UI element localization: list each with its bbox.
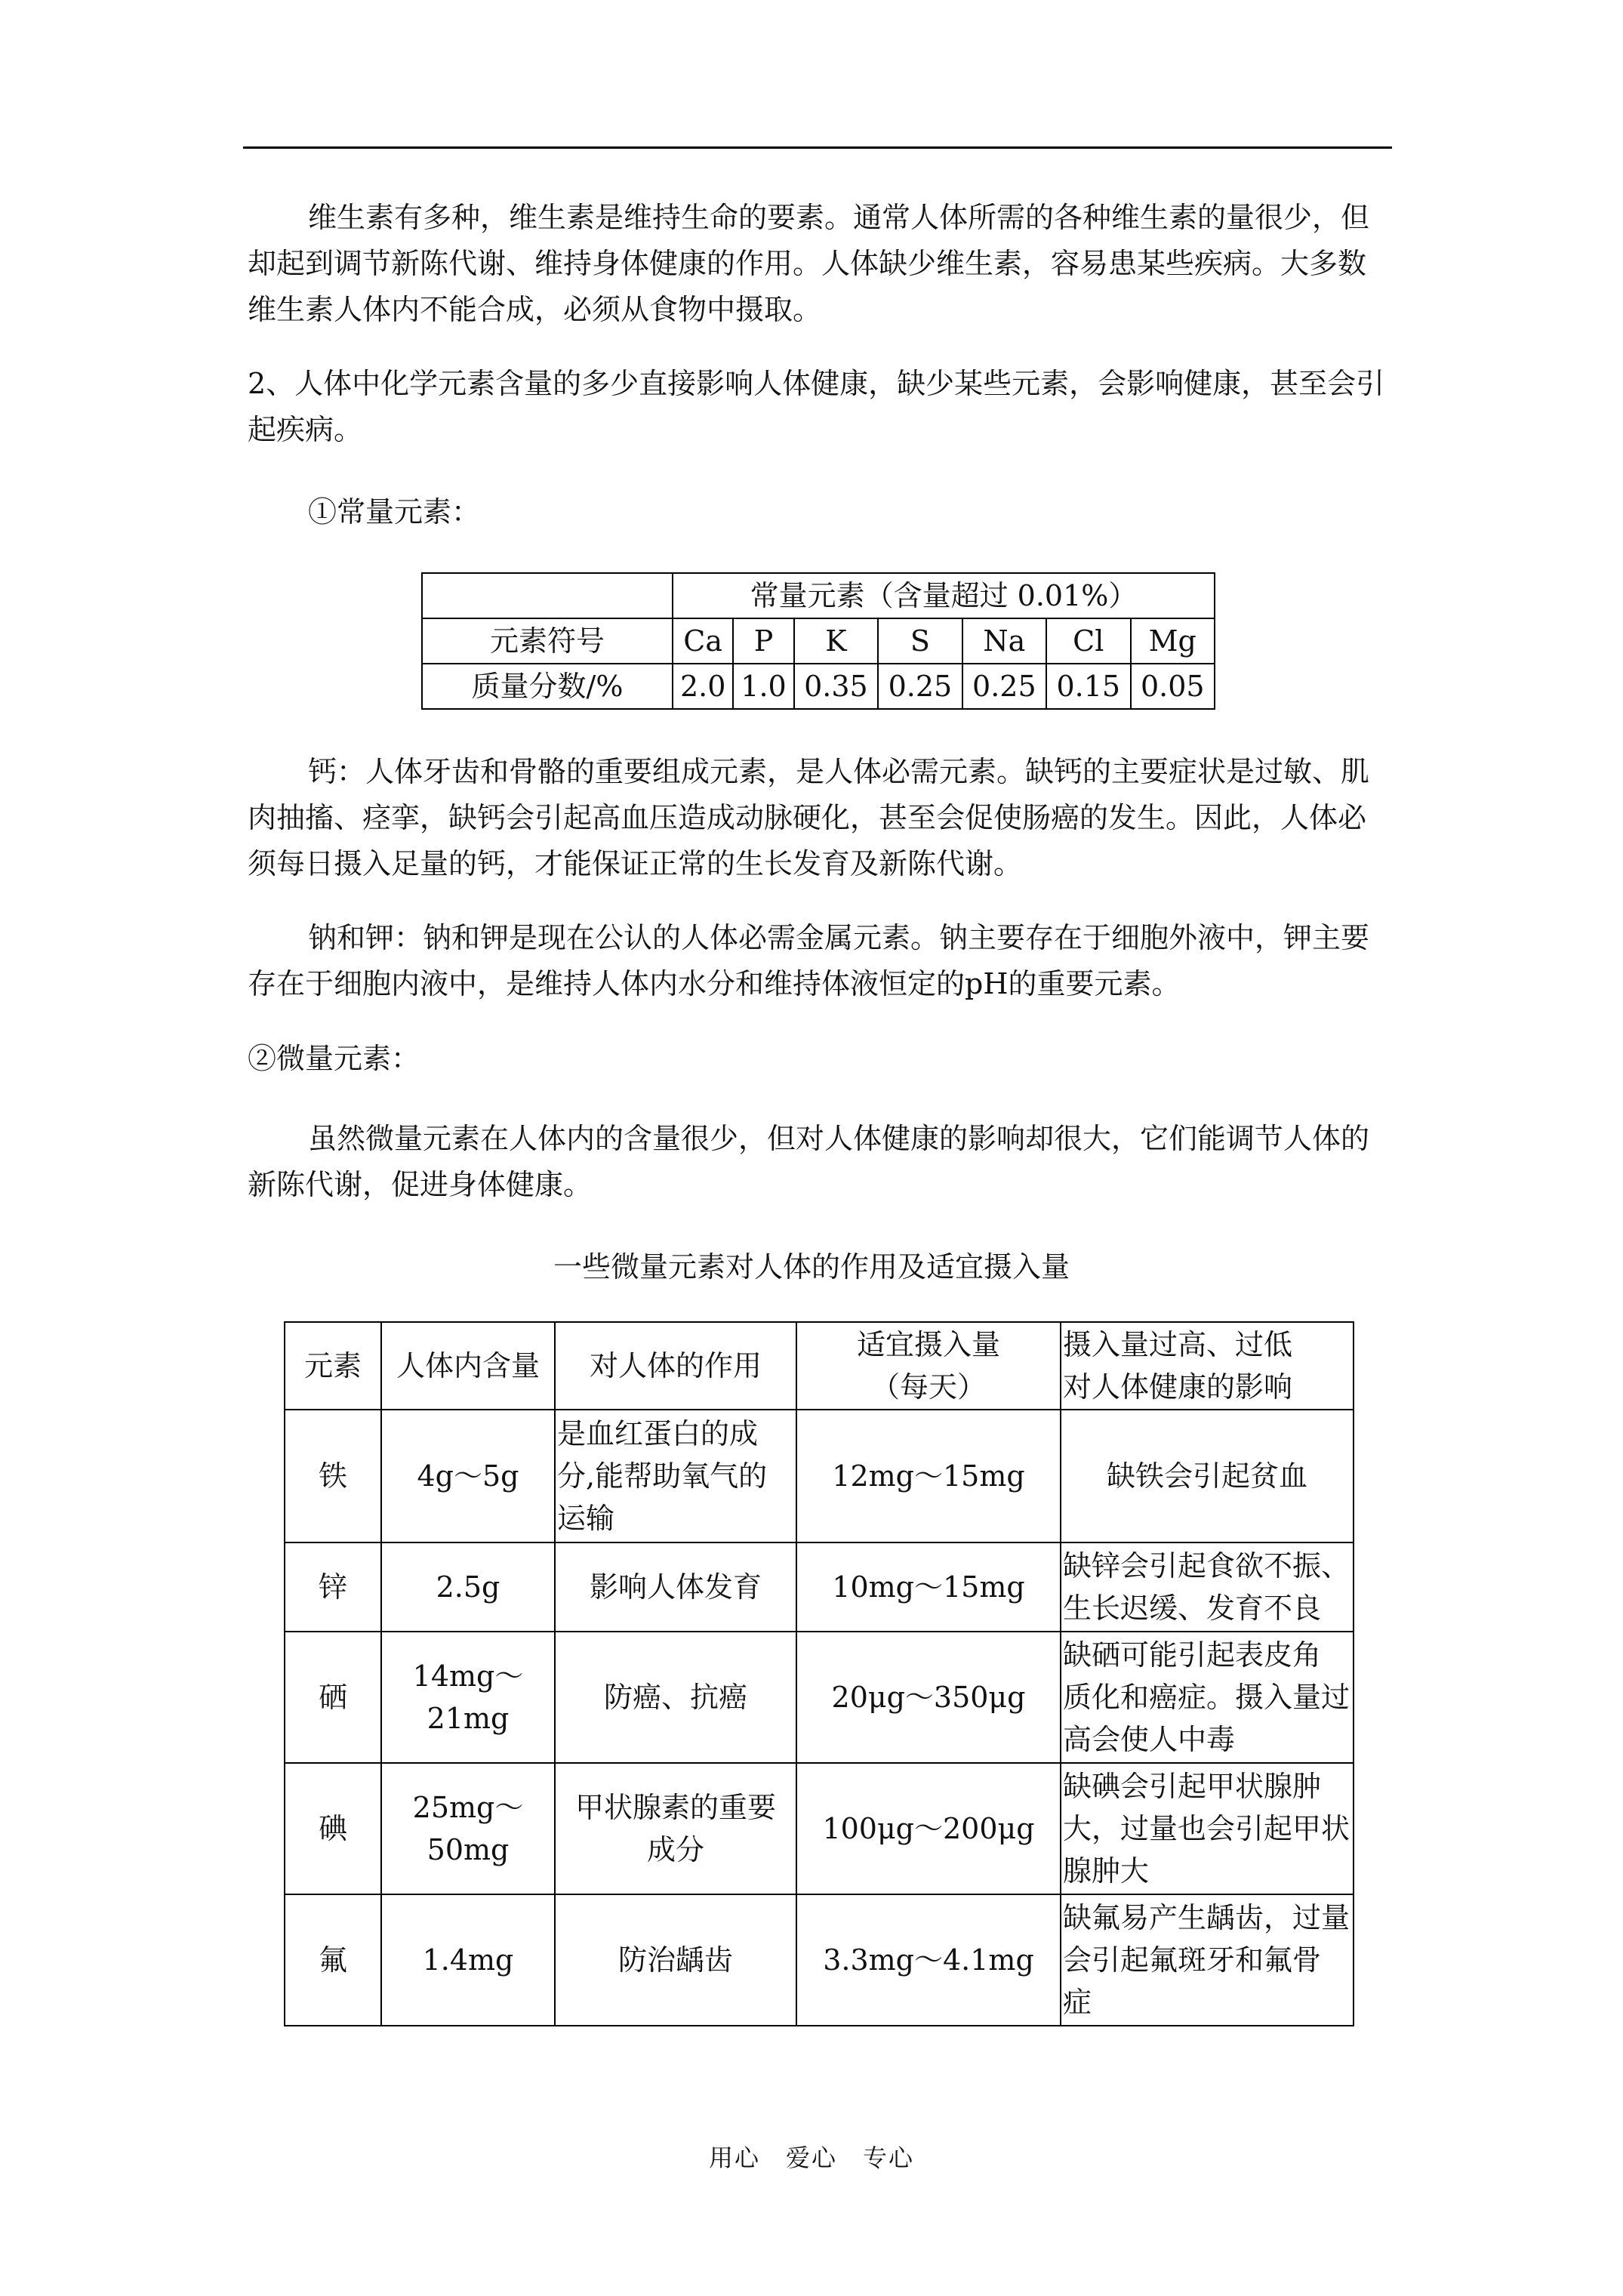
header-intake (796, 1322, 1061, 1410)
page-footer: 用心 爱心 专心 (708, 2143, 914, 2172)
symbol-cell: P (733, 618, 793, 664)
symbol-cell: Cl (1046, 618, 1130, 664)
header-role: 对人体的作用 (555, 1322, 796, 1410)
cell-line: 缺碘会引起甲状腺肿 (1063, 1770, 1322, 1803)
cell-content: 2.5g (381, 1542, 555, 1632)
fraction-cell: 0.15 (1046, 664, 1130, 709)
cell-content: 1.4mg (381, 1894, 555, 2026)
header-intake-line: 适宜摄入量 (856, 1328, 1000, 1361)
heading-major-elements: ①常量元素： (308, 495, 481, 529)
cell-line: 质化和癌症。摄入量过 (1063, 1681, 1350, 1714)
cell-intake: 12mg～15mg (796, 1410, 1061, 1542)
trace-elements-table (284, 1321, 1354, 2026)
symbol-cell: Mg (1131, 618, 1215, 664)
table-row (285, 1542, 1354, 1632)
cell-role (555, 1410, 796, 1542)
paragraph-trace-intro: 虽然微量元素在人体内的含量很少，但对人体健康的影响却很大，它们能调节人体的新陈代谢，促进身体健康。 (248, 1122, 1370, 1201)
header-rule (243, 146, 1392, 149)
cell-line: 运输 (557, 1502, 615, 1535)
table-header-row (285, 1322, 1354, 1410)
symbol-cell: S (878, 618, 962, 664)
cell-line: 高会使人中毒 (1063, 1723, 1236, 1756)
table-corner-cell (422, 573, 673, 618)
table-row (285, 1894, 1354, 2026)
cell-intake: 100μg～200μg (796, 1763, 1061, 1894)
cell-content: 14mg～21mg (381, 1632, 555, 1763)
fraction-cell: 0.25 (962, 664, 1046, 709)
cell-element: 硒 (285, 1632, 381, 1763)
symbol-cell: Na (962, 618, 1046, 664)
cell-line: 腺肿大 (1063, 1854, 1150, 1888)
cell-effect (1061, 1894, 1354, 2026)
cell-line: 缺铁会引起贫血 (1106, 1459, 1307, 1493)
paragraph-calcium: 钙：人体牙齿和骨骼的重要组成元素，是人体必需元素。缺钙的主要症状是过敏、肌肉抽搐、痉挛，缺钙会引起高血压造成动脉硬化，甚至会促使肠癌的发生。因此，人体必须每日摄入足量的钙，才能保证正常的生长发育及新陈代谢。 (248, 755, 1370, 880)
cell-role (555, 1632, 796, 1763)
cell-line: 缺锌会引起食欲不振、 (1063, 1549, 1350, 1583)
fraction-cell: 1.0 (733, 664, 793, 709)
cell-line: 大，过量也会引起甲状 (1063, 1812, 1350, 1845)
fraction-cell: 0.25 (878, 664, 962, 709)
row-label-symbol: 元素符号 (422, 618, 673, 664)
cell-effect (1061, 1542, 1354, 1632)
table-row (422, 664, 1215, 709)
header-element: 元素 (285, 1322, 381, 1410)
cell-element: 碘 (285, 1763, 381, 1894)
cell-line: 防治龋齿 (617, 1943, 733, 1977)
header-intake-line: （每天） (870, 1370, 986, 1404)
cell-intake: 10mg～15mg (796, 1542, 1061, 1632)
cell-content: 4g～5g (381, 1410, 555, 1542)
cell-intake: 20μg～350μg (796, 1632, 1061, 1763)
table-row (285, 1763, 1354, 1894)
cell-role (555, 1894, 796, 2026)
cell-intake: 3.3mg～4.1mg (796, 1894, 1061, 2026)
cell-line: 是血红蛋白的成 (557, 1417, 759, 1450)
paragraph-section-2: 2、人体中化学元素含量的多少直接影响人体健康，缺少某些元素，会影响健康，甚至会引起疾病。 (248, 367, 1385, 446)
fraction-cell: 0.35 (794, 664, 878, 709)
cell-line: 缺硒可能引起表皮角 (1063, 1638, 1322, 1672)
table-row (285, 1410, 1354, 1542)
cell-effect (1061, 1763, 1354, 1894)
cell-line: 甲状腺素的重要 (574, 1791, 776, 1824)
cell-line: 影响人体发育 (589, 1570, 762, 1604)
cell-line: 生长迟缓、发育不良 (1063, 1592, 1322, 1625)
cell-element: 铁 (285, 1410, 381, 1542)
header-effect (1061, 1322, 1354, 1410)
cell-line: 症 (1063, 1986, 1092, 2019)
cell-line: 分,能帮助氧气的 (557, 1459, 768, 1493)
cell-element: 锌 (285, 1542, 381, 1632)
header-content: 人体内含量 (381, 1322, 555, 1410)
cell-role (555, 1763, 796, 1894)
fraction-cell: 2.0 (673, 664, 733, 709)
major-table-header: 常量元素（含量超过 0.01%） (673, 573, 1215, 618)
cell-line: 防癌、抗癌 (603, 1681, 747, 1714)
symbol-cell: K (794, 618, 878, 664)
cell-effect (1061, 1410, 1354, 1542)
header-effect-line: 摄入量过高、过低 (1063, 1328, 1293, 1361)
cell-element: 氟 (285, 1894, 381, 2026)
cell-role (555, 1542, 796, 1632)
header-effect-line: 对人体健康的影响 (1063, 1370, 1293, 1404)
cell-content: 25mg～50mg (381, 1763, 555, 1894)
paragraph-sodium-potassium: 钠和钾：钠和钾是现在公认的人体必需金属元素。钠主要存在于细胞外液中，钾主要存在于细胞内液中，是维持人体内水分和维持体液恒定的pH的重要元素。 (248, 921, 1370, 1000)
paragraph-vitamin: 维生素有多种，维生素是维持生命的要素。通常人体所需的各种维生素的量很少，但却起到调节新陈代谢、维持身体健康的作用。人体缺少维生素，容易患某些疾病。大多数维生素人体内不能合成，必须从食物中摄取。 (248, 201, 1370, 326)
cell-line: 成分 (646, 1833, 704, 1866)
trace-table-caption: 一些微量元素对人体的作用及适宜摄入量 (553, 1250, 1070, 1284)
heading-trace-elements: ②微量元素： (248, 1042, 420, 1075)
table-row (285, 1632, 1354, 1763)
cell-line: 会引起氟斑牙和氟骨 (1063, 1943, 1322, 1977)
major-elements-table (421, 572, 1215, 710)
fraction-cell: 0.05 (1131, 664, 1215, 709)
table-row (422, 618, 1215, 664)
cell-line: 缺氟易产生龋齿，过量 (1063, 1901, 1350, 1934)
symbol-cell: Ca (673, 618, 733, 664)
cell-effect (1061, 1632, 1354, 1763)
row-label-fraction: 质量分数/% (422, 664, 673, 709)
